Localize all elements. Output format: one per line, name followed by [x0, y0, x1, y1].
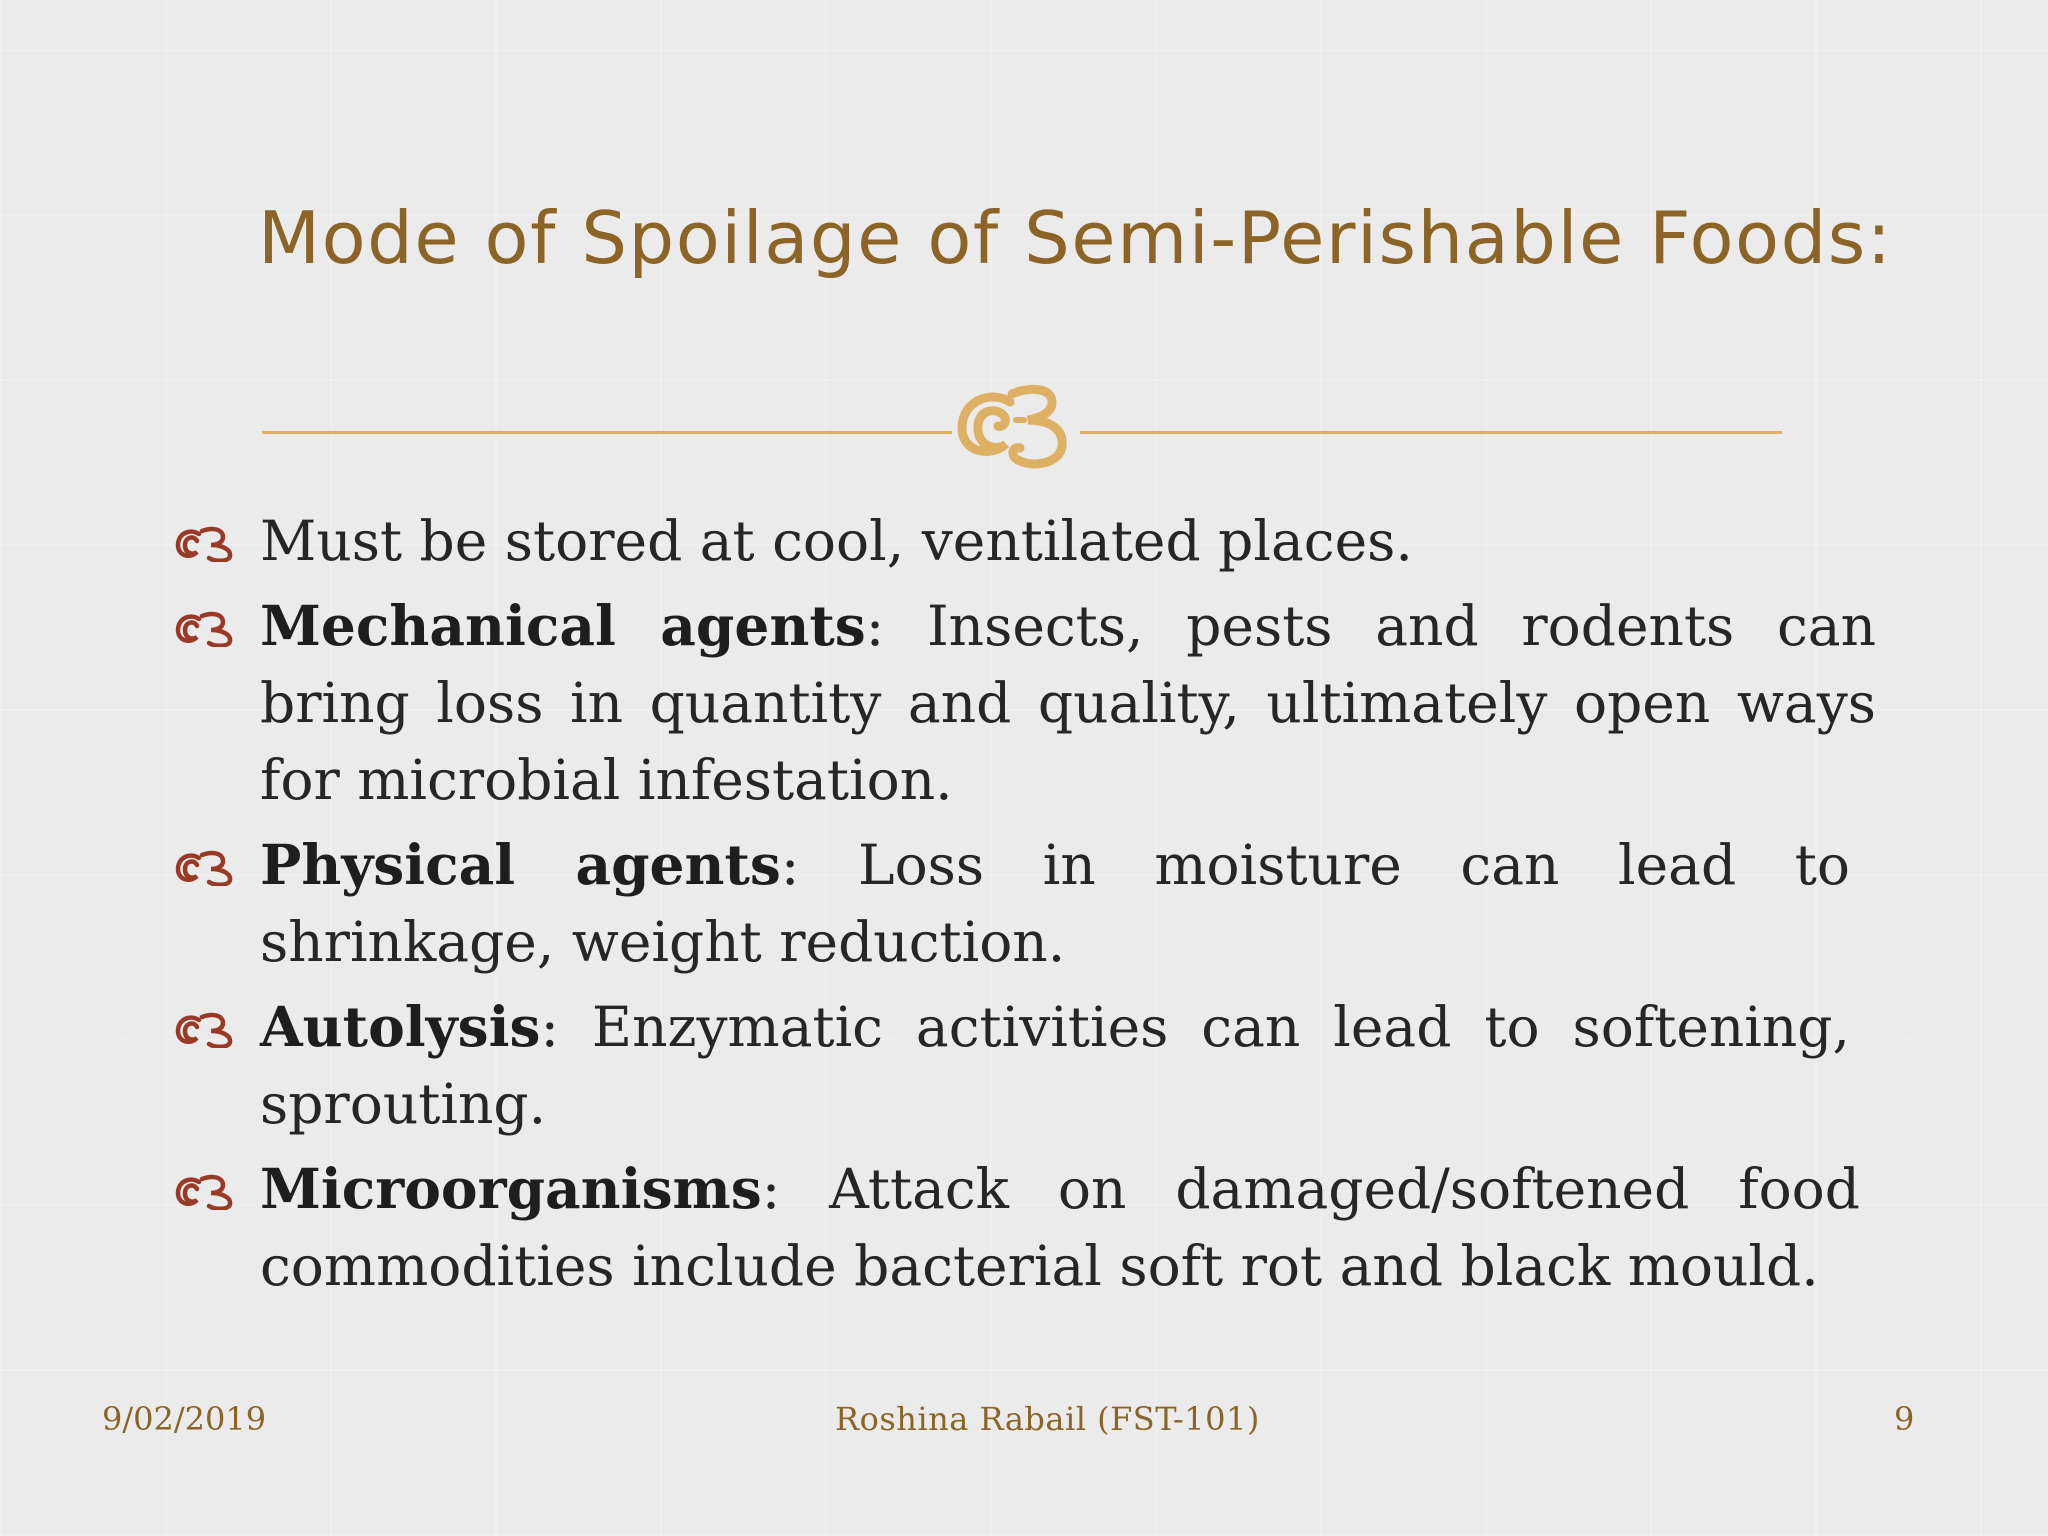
footer-author: Roshina Rabail (FST-101)	[835, 1400, 1260, 1438]
footer-date: 9/02/2019	[102, 1400, 267, 1438]
ornamental-bullet-icon	[175, 611, 237, 647]
bullet-text: : Insects, pests and rodents can bring loss in quantity and quality, ultimately open ways for microbial infestation.	[260, 594, 1877, 812]
list-item	[175, 1150, 1860, 1305]
bullet-lead: Physical agents	[260, 832, 781, 897]
slide-title: Mode of Spoilage of Semi-Perishable Foods:	[258, 196, 1893, 280]
ornamental-bullet-icon	[175, 526, 237, 562]
bullet-text: : Loss in moisture can lead to shrinkage, weight reduction.	[260, 833, 1850, 974]
bullet-list	[175, 502, 1875, 1312]
ornamental-bullet-icon	[175, 1174, 237, 1210]
ornamental-bullet-icon	[175, 850, 237, 886]
page-number: 9	[1894, 1400, 1915, 1438]
divider-line-right	[1080, 431, 1782, 434]
bullet-lead: Autolysis	[260, 994, 541, 1059]
ornamental-flourish-icon	[952, 380, 1080, 470]
list-item	[175, 988, 1850, 1143]
list-item	[175, 826, 1850, 981]
divider-line-left	[262, 431, 952, 434]
list-item	[175, 587, 1876, 819]
bullet-text: Must be stored at cool, ventilated places.	[260, 509, 1413, 573]
bullet-lead: Microorganisms	[260, 1156, 762, 1221]
bullet-text: : Attack on damaged/softened food commodities include bacterial soft rot and black mould.	[260, 1157, 1860, 1298]
bullet-text: : Enzymatic activities can lead to softening, sprouting.	[260, 995, 1850, 1136]
ornamental-bullet-icon	[175, 1012, 237, 1048]
title-divider	[262, 380, 1782, 470]
list-item	[175, 502, 1545, 580]
bullet-lead: Mechanical agents	[260, 593, 866, 658]
